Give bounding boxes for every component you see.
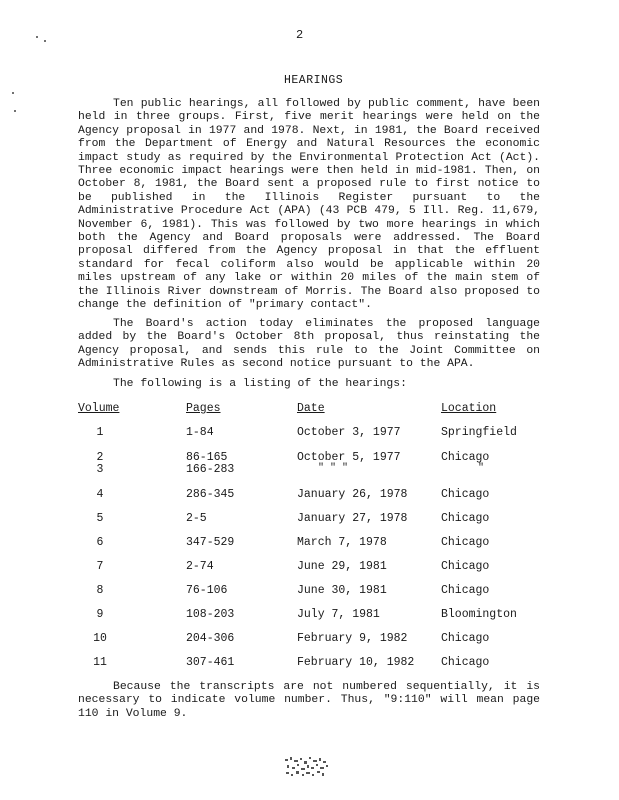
cell-date: February 10, 1982: [297, 656, 415, 669]
table-row: [0, 463, 619, 478]
paragraph-history: Ten public hearings, all followed by public comment, have been held in three groups. First, five merit hearings were held on the Agency proposal in 1977 and 1978. Next, in 1981, the Board received from the Department of Energy and Natural Resources the economic impact study as required by the Environmental Protection Act (Act). Three economic impact hearings were then held in mid-1981. Then, on October 8, 1981, the Board sent a proposed rule to first notice to be published in the Illinois Register pursuant to the Administrative Procedure Act (APA) (43 PCB 479, 5 Ill. Reg. 11,679, November 6, 1981). This was followed by two more hearings in which both the Agency and Board proposals were addressed. The Board proposal differed from the Agency proposal in that the effluent standard for fecal coliform also would be applicable within 20 miles upstream of any lake or within 20 miles of the main stem of the Illinois River downstream of Morris. The Board also proposed to change the definition of "primary contact".: [78, 98, 540, 312]
ditto-mark-location: ": [478, 463, 485, 474]
cell-date: June 30, 1981: [297, 584, 387, 597]
scan-speck: [14, 110, 16, 112]
cell-location: Chicago: [441, 632, 490, 645]
cell-volume: 4: [96, 488, 104, 501]
cell-pages: 2-5: [186, 512, 207, 525]
table-row: [0, 512, 619, 527]
table-row: [0, 488, 619, 503]
paragraph-citation-note: Because the transcripts are not numbered sequentially, it is necessary to indicate volume number. Thus, "9:110" will mean page 110 in Volume 9.: [78, 681, 540, 720]
cell-pages: 347-529: [186, 536, 235, 549]
paragraph-listing-intro: The following is a listing of the hearings:: [113, 378, 407, 390]
cell-pages: 2-74: [186, 560, 214, 573]
paragraph-board-action: The Board's action today eliminates the proposed language added by the Board's October 8th proposal, thus reinstating the Agency proposal, and sends this rule to the Joint Committee on Administrative Rules as second notice pursuant to the APA.: [78, 318, 540, 371]
table-row: [0, 632, 619, 647]
cell-volume: 11: [93, 656, 107, 669]
cell-date: July 7, 1981: [297, 608, 380, 621]
cell-location: Bloomington: [441, 608, 517, 621]
cell-volume: 2: [96, 451, 104, 464]
table-row: [0, 656, 619, 671]
cell-volume: 10: [93, 632, 107, 645]
cell-location: Chicago: [441, 656, 490, 669]
scan-speck: [12, 92, 14, 94]
cell-volume: 7: [96, 560, 104, 573]
cell-pages: 204-306: [186, 632, 235, 645]
cell-location: Springfield: [441, 426, 517, 439]
cell-pages: 1-84: [186, 426, 214, 439]
cell-pages: 86-165: [186, 451, 228, 464]
column-header-volume: Volume: [78, 402, 120, 415]
column-header-pages: Pages: [186, 402, 221, 415]
cell-location: Chicago: [441, 560, 490, 573]
cell-volume: 6: [96, 536, 104, 549]
scan-speck: [36, 36, 38, 38]
cell-location: Chicago: [441, 584, 490, 597]
cell-location: Chicago: [441, 451, 490, 464]
column-header-date: Date: [297, 402, 325, 415]
table-row: [0, 608, 619, 623]
cell-date: January 26, 1978: [297, 488, 408, 501]
cell-location: Chicago: [441, 488, 490, 501]
cell-volume: 9: [96, 608, 104, 621]
cell-date: October 5, 1977: [297, 451, 401, 464]
cell-volume: 5: [96, 512, 104, 525]
cell-date: June 29, 1981: [297, 560, 387, 573]
cell-location: Chicago: [441, 512, 490, 525]
scan-speck: [44, 40, 46, 42]
cell-pages: 76-106: [186, 584, 228, 597]
section-heading: HEARINGS: [284, 74, 344, 87]
cell-date: February 9, 1982: [297, 632, 408, 645]
table-row: [0, 560, 619, 575]
table-row: [0, 536, 619, 551]
cell-date: January 27, 1978: [297, 512, 408, 525]
page-number: 2: [296, 28, 304, 42]
column-header-location: Location: [441, 402, 497, 415]
cell-pages: 166-283: [186, 463, 235, 476]
table-row: [0, 584, 619, 599]
table-row: [0, 426, 619, 441]
cell-volume: 8: [96, 584, 104, 597]
cell-volume: 1: [96, 426, 104, 439]
scan-stamp-mark: [283, 755, 331, 779]
cell-date: October 3, 1977: [297, 426, 401, 439]
ditto-marks-date: " " ": [318, 463, 349, 474]
cell-volume: 3: [96, 463, 104, 476]
cell-pages: 286-345: [186, 488, 235, 501]
cell-pages: 307-461: [186, 656, 235, 669]
cell-location: Chicago: [441, 536, 490, 549]
cell-date: March 7, 1978: [297, 536, 387, 549]
cell-pages: 108-203: [186, 608, 235, 621]
